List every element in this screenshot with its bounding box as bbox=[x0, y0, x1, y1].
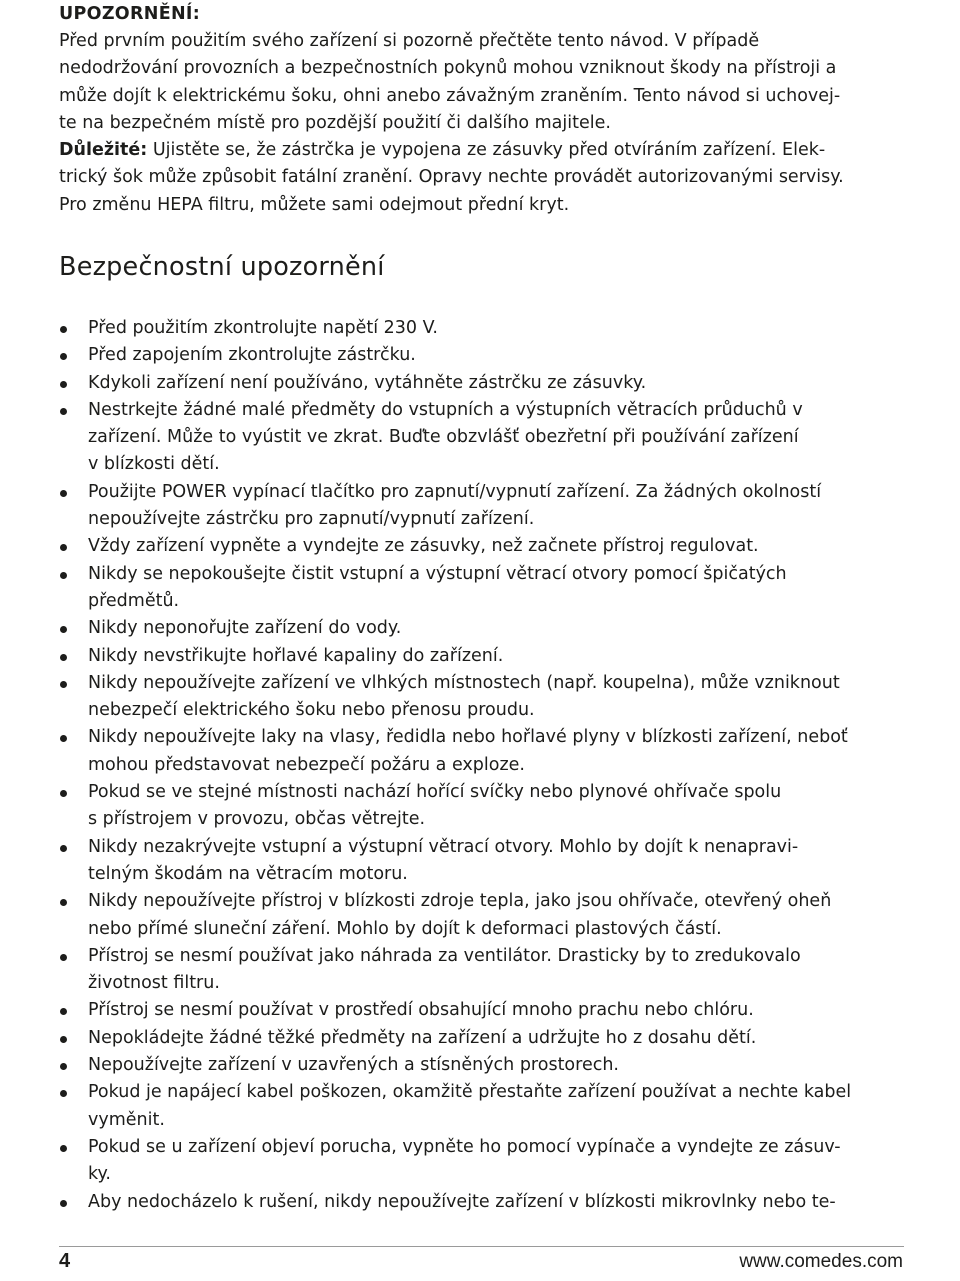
warning-line: te na bezpečném místě pro pozdější použití či dalšího majitele. bbox=[59, 112, 611, 133]
warning-heading: UPOZORNĚNÍ: bbox=[59, 4, 201, 24]
bullet-line: Aby nedocházelo k rušení, nikdy nepoužívejte zařízení v blízkosti mikrovlnky nebo te- bbox=[88, 1191, 836, 1212]
bullet-line: nebo přímé sluneční záření. Mohlo by dojít k deformaci plastových částí. bbox=[88, 918, 722, 939]
bullet-item bbox=[59, 834, 904, 889]
bullet-item bbox=[59, 479, 904, 534]
bullet-item bbox=[59, 315, 904, 342]
bullet-item bbox=[59, 724, 904, 779]
bullet-line: Nestrkejte žádné malé předměty do vstupních a výstupních větracích průduchů v bbox=[88, 399, 803, 420]
bullet-line: zařízení. Může to vyústit ve zkrat. Buďte obzvlášť obezřetní při používání zařízení bbox=[88, 427, 799, 448]
bullet-line: Nikdy nevstřikujte hořlavé kapaliny do zařízení. bbox=[88, 645, 504, 666]
important-paragraph bbox=[59, 137, 904, 219]
bullet-line: Nepoužívejte zařízení v uzavřených a stísněných prostorech. bbox=[88, 1055, 619, 1076]
bullet-line: Použijte POWER vypínací tlačítko pro zapnutí/vypnutí zařízení. Za žádných okolností bbox=[88, 481, 822, 502]
bullet-line: Pokud se u zařízení objeví porucha, vypněte ho pomocí vypínače a vyndejte ze zásuv- bbox=[88, 1136, 841, 1157]
bullet-item bbox=[59, 943, 904, 998]
bullet-line: předmětů. bbox=[88, 590, 180, 611]
bullet-item bbox=[59, 643, 904, 670]
website-url: www.comedes.com bbox=[739, 1251, 903, 1272]
important-line: trický šok může způsobit fatální zranění. Opravy nechte provádět autorizovanými servisy. bbox=[59, 167, 844, 188]
bullet-item bbox=[59, 670, 904, 725]
bullet-line: Nikdy nezakrývejte vstupní a výstupní větrací otvory. Mohlo by dojít k nenapravi- bbox=[88, 836, 799, 857]
bullet-line: Nikdy se nepokoušejte čistit vstupní a výstupní větrací otvory pomocí špičatých bbox=[88, 563, 787, 584]
bullet-line: Pokud je napájecí kabel poškozen, okamžitě přestaňte zařízení používat a nechte kabel bbox=[88, 1082, 852, 1103]
bullet-line: Před zapojením zkontrolujte zástrčku. bbox=[88, 345, 416, 366]
bullet-line: nebezpečí elektrického šoku nebo přenosu proudu. bbox=[88, 700, 535, 721]
bullet-item bbox=[59, 370, 904, 397]
bullet-line: s přístrojem v provozu, občas větrejte. bbox=[88, 809, 426, 830]
warning-line: Před prvním použitím svého zařízení si pozorně přečtěte tento návod. V případě bbox=[59, 31, 760, 51]
footer-divider bbox=[59, 1246, 904, 1247]
warning-line: může dojít k elektrickému šoku, ohni anebo závažným zraněním. Tento návod si uchovej- bbox=[59, 85, 841, 106]
bullet-item bbox=[59, 1189, 904, 1216]
bullet-item bbox=[59, 1079, 904, 1134]
bullet-line: Kdykoli zařízení není používáno, vytáhněte zástrčku ze zásuvky. bbox=[88, 372, 647, 393]
bullet-line: Přístroj se nesmí používat v prostředí obsahující mnoho prachu nebo chlóru. bbox=[88, 1000, 754, 1021]
bullet-line: Nikdy neponořujte zařízení do vody. bbox=[88, 618, 402, 639]
important-line: Ujistěte se, že zástrčka je vypojena ze zásuvky před otvíráním zařízení. Elek- bbox=[147, 140, 826, 161]
page-number: 4 bbox=[59, 1250, 71, 1272]
bullet-line: Nikdy nepoužívejte zařízení ve vlhkých místnostech (např. koupelna), může vzniknout bbox=[88, 672, 840, 693]
bullet-line: Nepokládejte žádné těžké předměty na zařízení a udržujte ho z dosahu dětí. bbox=[88, 1027, 757, 1048]
bullet-line: Vždy zařízení vypněte a vyndejte ze zásuvky, než začnete přístroj regulovat. bbox=[88, 536, 759, 557]
bullet-item bbox=[59, 888, 904, 943]
bullet-line: Nikdy nepoužívejte laky na vlasy, ředidla nebo hořlavé plyny v blízkosti zařízení, neboť bbox=[88, 727, 848, 748]
bullet-line: Nikdy nepoužívejte přístroj v blízkosti zdroje tepla, jako jsou ohřívače, otevřený oheň bbox=[88, 891, 832, 912]
important-label: Důležité: bbox=[59, 140, 148, 161]
bullet-line: vyměnit. bbox=[88, 1109, 165, 1130]
bullet-item bbox=[59, 1052, 904, 1079]
section-title: Bezpečnostní upozornění bbox=[59, 252, 385, 282]
bullet-item bbox=[59, 561, 904, 616]
bullet-line: životnost filtru. bbox=[88, 973, 220, 994]
warning-text bbox=[59, 28, 904, 219]
bullet-item bbox=[59, 397, 904, 479]
warning-line: nedodržování provozních a bezpečnostních pokynů mohou vzniknout škody na přístroji a bbox=[59, 58, 837, 79]
bullet-line: telným škodám na větracím motoru. bbox=[88, 863, 408, 884]
bullet-item bbox=[59, 615, 904, 642]
bullet-line: Před použitím zkontrolujte napětí 230 V. bbox=[88, 318, 438, 338]
bullet-line: mohou představovat nebezpečí požáru a exploze. bbox=[88, 754, 525, 775]
bullet-line: ky. bbox=[88, 1164, 111, 1185]
safety-bullet-list bbox=[59, 315, 904, 1216]
bullet-item bbox=[59, 1134, 904, 1189]
bullet-item bbox=[59, 997, 904, 1024]
bullet-item bbox=[59, 533, 904, 560]
bullet-item bbox=[59, 1025, 904, 1052]
bullet-line: v blízkosti dětí. bbox=[88, 454, 220, 475]
bullet-line: Přístroj se nesmí používat jako náhrada za ventilátor. Drasticky by to zredukovalo bbox=[88, 945, 801, 966]
bullet-item bbox=[59, 342, 904, 369]
bullet-item bbox=[59, 779, 904, 834]
bullet-line: Pokud se ve stejné místnosti nachází hořící svíčky nebo plynové ohřívače spolu bbox=[88, 782, 782, 803]
important-line: Pro změnu HEPA filtru, můžete sami odejmout přední kryt. bbox=[59, 194, 570, 215]
bullet-line: nepoužívejte zástrčku pro zapnutí/vypnutí zařízení. bbox=[88, 509, 535, 530]
warning-paragraph bbox=[59, 28, 904, 137]
